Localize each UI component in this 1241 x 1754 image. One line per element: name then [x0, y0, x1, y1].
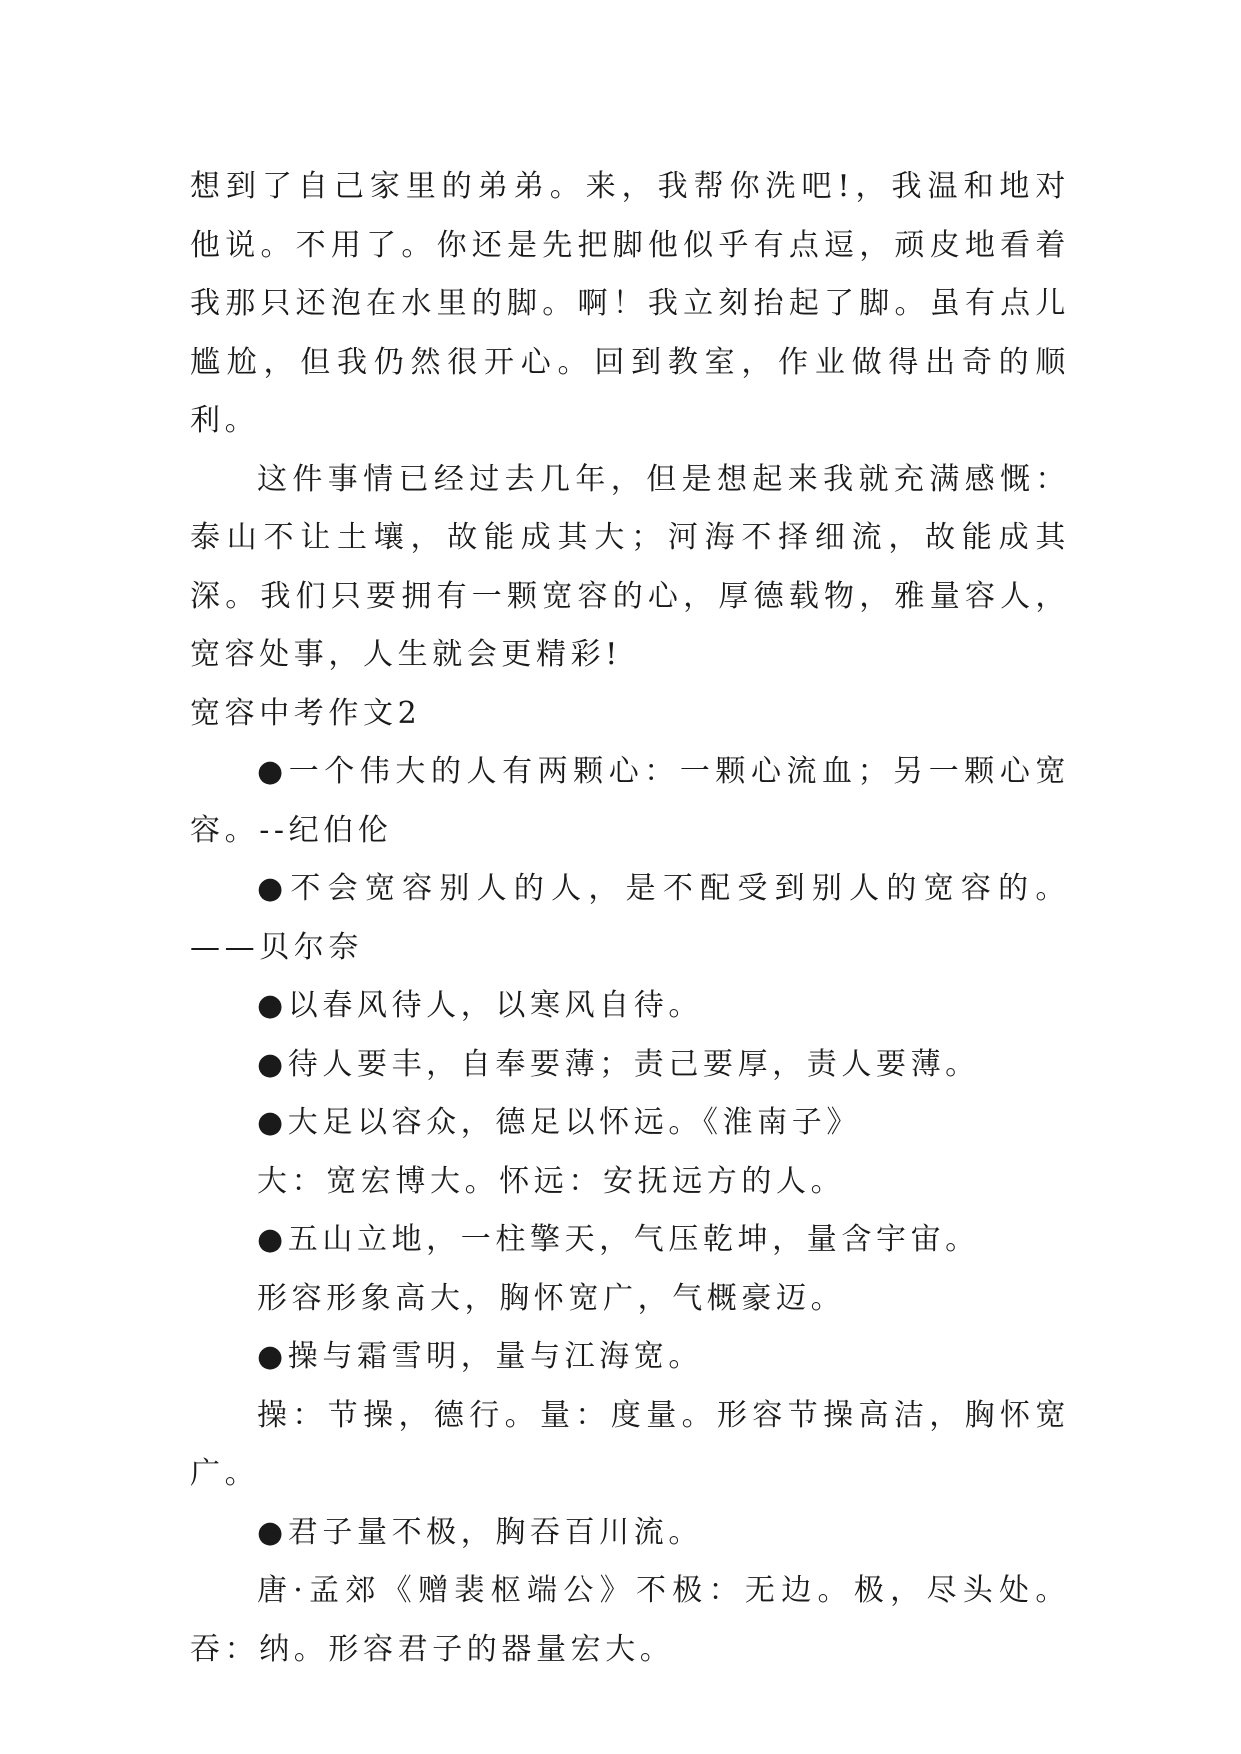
quote-explanation: 操：节操，德行。量：度量。形容节操高洁，胸怀宽广。	[190, 1397, 1070, 1491]
quote-explanation: 大：宽宏博大。怀远：安抚远方的人。	[257, 1163, 846, 1199]
quote-item: ●大足以容众，德足以怀远。《淮南子》	[257, 1105, 861, 1140]
document-body	[190, 158, 1070, 1679]
quote-item: ●操与霜雪明，量与江海宽。	[257, 1339, 703, 1374]
paragraph: 这件事情已经过去几年，但是想起来我就充满感慨：泰山不让土壤，故能成其大；河海不择细流，故能成其深。我们只要拥有一颗宽容的心，厚德载物，雅量容人，宽容处事，人生就会更精彩!	[190, 461, 1070, 672]
paragraph: 想到了自己家里的弟弟。来，我帮你洗吧!，我温和地对他说。不用了。你还是先把脚他似乎有点逗，顽皮地看着我那只还泡在水里的脚。啊！我立刻抬起了脚。虽有点儿尴尬，但我仍然很开心。回到教室，作业做得出奇的顺利。	[190, 169, 1070, 438]
quote-item: ●五山立地，一柱擎天，气压乾坤，量含宇宙。	[257, 1222, 980, 1257]
quote-item: ●不会宽容别人的人，是不配受到别人的宽容的。——贝尔奈	[190, 871, 1070, 965]
quote-item: ●待人要丰，自奉要薄；责己要厚，责人要薄。	[257, 1046, 980, 1082]
quote-item: ●一个伟大的人有两颗心：一颗心流血；另一颗心宽容。--纪伯伦	[190, 754, 1070, 848]
quote-explanation: 唐·孟郊《赠裴枢端公》不极：无边。极，尽头处。吞：纳。形容君子的器量宏大。	[190, 1573, 1070, 1667]
quote-explanation: 形容形象高大，胸怀宽广，气概豪迈。	[257, 1280, 846, 1316]
section-heading: 宽容中考作文2	[190, 695, 422, 731]
quote-item: ●君子量不极，胸吞百川流。	[257, 1514, 703, 1550]
quote-item: ●以春风待人，以寒风自待。	[257, 988, 703, 1023]
